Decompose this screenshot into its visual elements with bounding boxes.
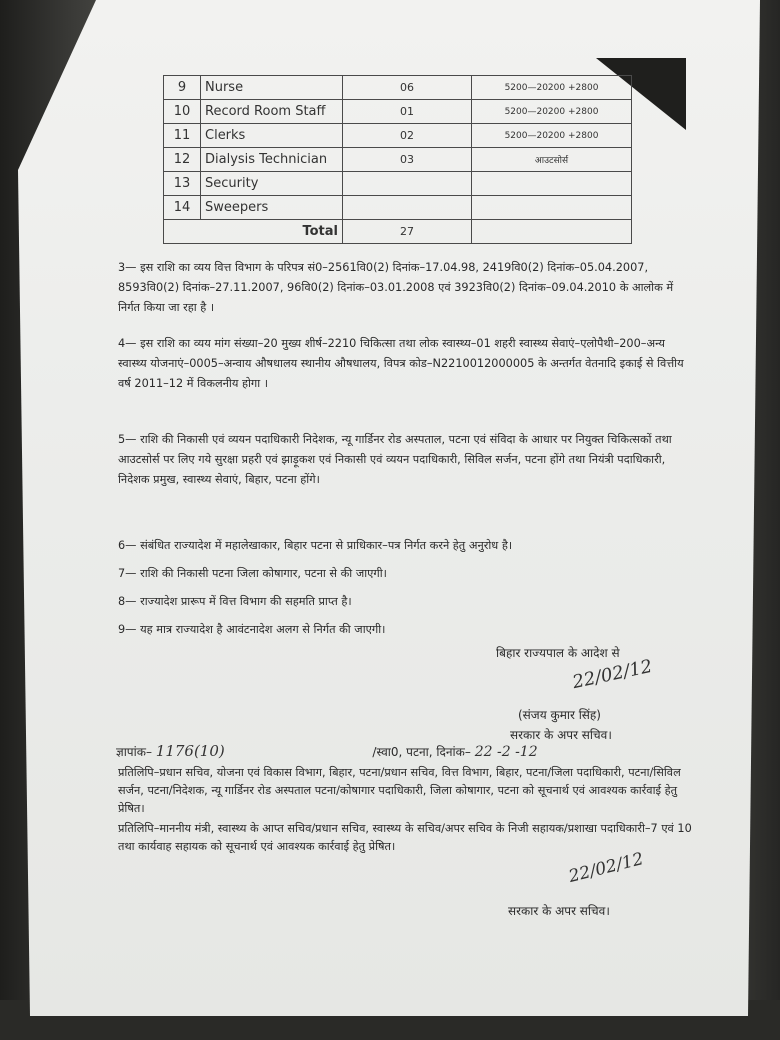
- table-row: [164, 196, 632, 220]
- paragraph-text: इस राशि का व्यय वित्त विभाग के परिपत्र सं0–2561वि0(2) दिनांक–17.04.98, 2419वि0(2) दिनांक–05.04.2007, 8593वि0(2) दिनांक–27.11.2007, 96वि0(2) दिनांक–03.01.2008 एवं 3923वि0(2) दिनांक–09.04.2010 के आलोक में निर्गत किया जा रहा है ।: [118, 261, 674, 314]
- post-name: Nurse: [201, 76, 343, 100]
- post-name: Dialysis Technician: [201, 148, 343, 172]
- paragraph-number: 7—: [118, 567, 137, 580]
- row-number: 12: [164, 148, 201, 172]
- paragraph-text: इस राशि का व्यय मांग संख्या–20 मुख्य शीर्ष–2210 चिकित्सा तथा लोक स्वास्थ्य–01 शहरी स्वास्थ्य सेवाएं–एलोपैथी–200–अन्य स्वास्थ्य योजनाएं–0005–अन्वाय औषधालय स्थानीय औषधालय, विपत्र कोड–N2210012000005 के अन्तर्गत वेतनादि इकाई से वित्तीय वर्ष 2011–12 में विकलनीय होगा ।: [118, 337, 684, 390]
- post-name: Record Room Staff: [201, 100, 343, 124]
- paragraph-text: संबंधित राज्यादेश में महालेखाकार, बिहार पटना से प्राधिकार–पत्र निर्गत करने हेतु अनुरोध है।: [140, 539, 513, 552]
- memo-label: ज्ञापांक–: [116, 745, 152, 759]
- memo-number: 1176(10): [155, 742, 225, 760]
- row-number: 14: [164, 196, 201, 220]
- table-total-row: [164, 220, 632, 244]
- paragraph-5: [118, 430, 693, 490]
- post-count: 03: [343, 148, 472, 172]
- post-name: Clerks: [201, 124, 343, 148]
- paragraph-number: 8—: [118, 595, 137, 608]
- row-number: 13: [164, 172, 201, 196]
- row-number: 9: [164, 76, 201, 100]
- post-count: 06: [343, 76, 472, 100]
- order-line: बिहार राज्यपाल के आदेश से: [496, 646, 620, 660]
- pay-scale: [472, 196, 632, 220]
- paragraph-3: [118, 258, 693, 318]
- pay-scale: 5200—20200 +2800: [472, 76, 632, 100]
- paragraph-number: 6—: [118, 539, 137, 552]
- copy-2: प्रतिलिपि–माननीय मंत्री, स्वास्थ्य के आप्त सचिव/प्रधान सचिव, स्वास्थ्य के सचिव/अपर सचिव के निजी सहायक/प्रशाखा पदाधिकारी–7 एवं 10 तथा कार्यवाह सहायक को सूचनार्थ एवं आवश्यक कार्रवाई हेतु प्रेषित।: [118, 822, 692, 853]
- table-row: [164, 148, 632, 172]
- row-number: 11: [164, 124, 201, 148]
- total-count: 27: [343, 220, 472, 244]
- paragraph-text: राशि की निकासी पटना जिला कोषागार, पटना से की जाएगी।: [140, 567, 387, 580]
- pay-scale: 5200—20200 +2800: [472, 100, 632, 124]
- table-row: [164, 124, 632, 148]
- post-count: 02: [343, 124, 472, 148]
- footer-title: सरकार के अपर सचिव।: [508, 904, 610, 918]
- post-count: 01: [343, 100, 472, 124]
- paragraph-text: राशि की निकासी एवं व्ययन पदाधिकारी निदेशक, न्यू गार्डिनर रोड अस्पताल, पटना एवं संविदा के आधार पर नियुक्त चिकित्सकों तथा आउटसोर्स पर लिए गये सुरक्षा प्रहरी एवं झाड़ूकश एवं निकासी एवं व्ययन पदाधिकारी, सिविल सर्जन, पटना होंगे तथा नियंत्री पदाधिकारी, निदेशक प्रमुख, स्वास्थ्य सेवाएं, बिहार, पटना होंगे।: [118, 433, 672, 486]
- paragraph-6: [118, 536, 693, 556]
- signatory-title: सरकार के अपर सचिव।: [510, 728, 612, 742]
- paragraph-number: 3—: [118, 261, 137, 274]
- table-row: [164, 172, 632, 196]
- paragraph-number: 9—: [118, 623, 137, 636]
- table-row: [164, 76, 632, 100]
- paragraph-7: [118, 564, 693, 584]
- signature-2: 22/02/12: [566, 849, 646, 887]
- post-name: Security: [201, 172, 343, 196]
- post-count: [343, 172, 472, 196]
- paragraph-number: 4—: [118, 337, 137, 350]
- pay-scale: [472, 172, 632, 196]
- paragraph-text: राज्यादेश प्रारूप में वित्त विभाग की सहमति प्राप्त है।: [140, 595, 352, 608]
- staff-table: [163, 75, 632, 244]
- pay-scale: आउटसोर्स: [472, 148, 632, 172]
- table-row: [164, 100, 632, 124]
- post-name: Sweepers: [201, 196, 343, 220]
- signatory-name: (संजय कुमार सिंह): [518, 708, 601, 722]
- total-label: Total: [164, 220, 343, 244]
- post-count: [343, 196, 472, 220]
- paragraph-8: [118, 592, 693, 612]
- paragraph-text: यह मात्र राज्यादेश है आवंटनादेश अलग से निर्गत की जाएगी।: [140, 623, 386, 636]
- paragraph-9: [118, 620, 693, 640]
- row-number: 10: [164, 100, 201, 124]
- paragraph-number: 5—: [118, 433, 137, 446]
- memo-line: [116, 742, 538, 760]
- memo-office: /स्वा0, पटना, दिनांक–: [372, 745, 471, 759]
- paragraph-4: [118, 334, 693, 394]
- pay-scale: 5200—20200 +2800: [472, 124, 632, 148]
- signature-1: 22/02/12: [570, 655, 655, 694]
- copy-1: प्रतिलिपि–प्रधान सचिव, योजना एवं विकास विभाग, बिहार, पटना/प्रधान सचिव, वित्त विभाग, बिहार, पटना/जिला पदाधिकारी, पटना/सिविल सर्जन, पटना/निदेशक, न्यू गार्डिनर रोड अस्पताल पटना/कोषागार पदाधिकारी, जिला कोषागार, पटना को सूचनार्थ एवं आवश्यक कार्रवाई हेतु प्रेषित।: [118, 766, 681, 815]
- memo-date: 22 -2 -12: [474, 744, 538, 760]
